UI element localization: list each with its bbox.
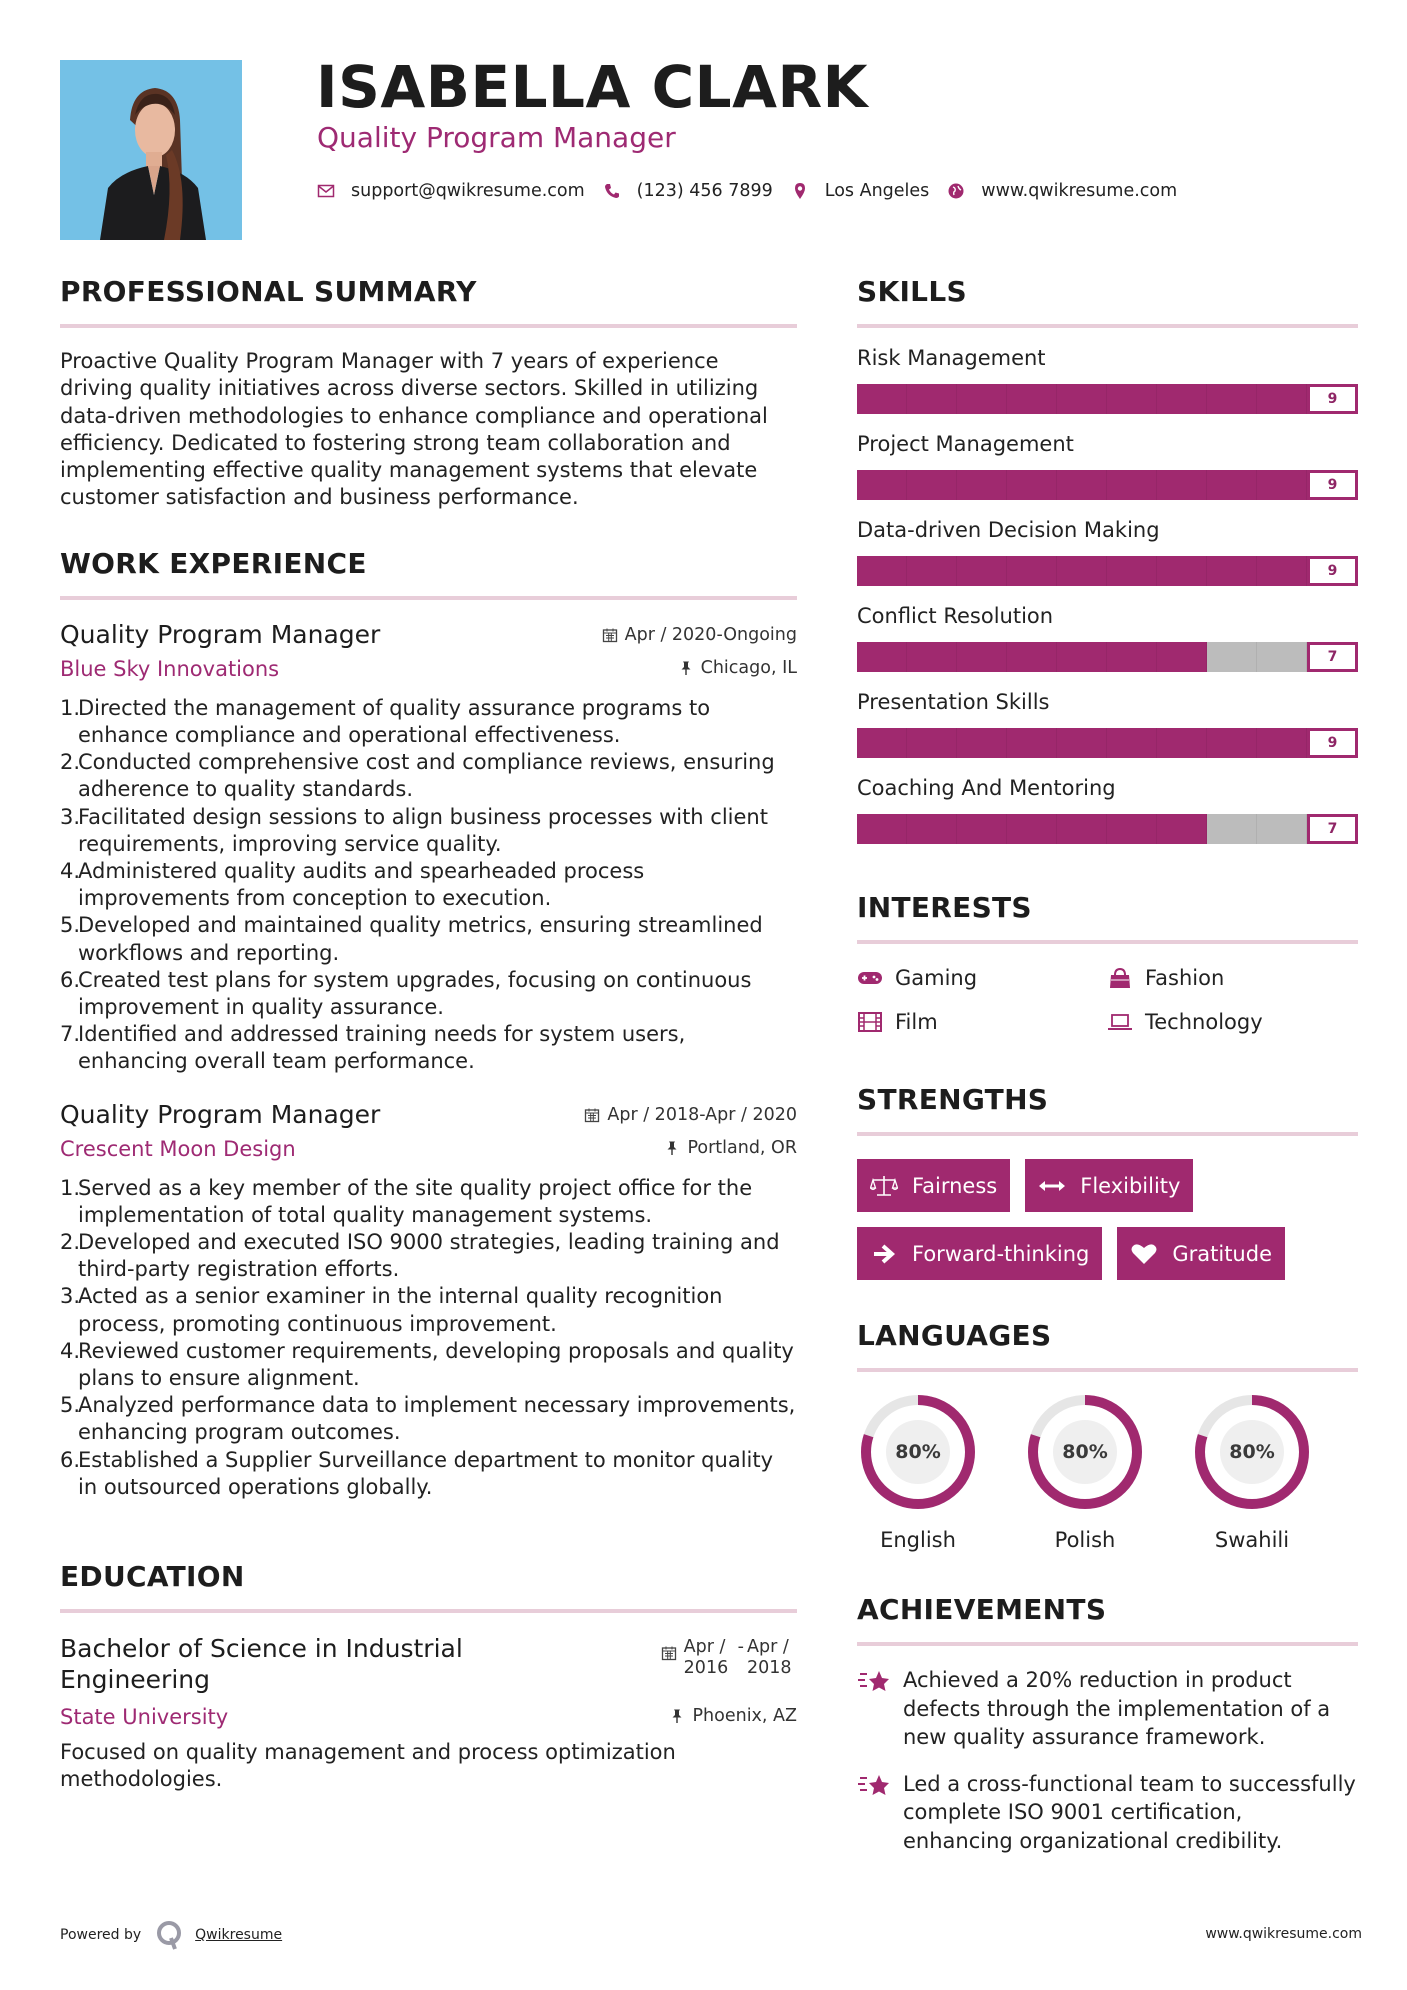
- skill-bar-segment: [1257, 556, 1307, 586]
- skill-item: [857, 348, 1358, 414]
- skill-bar-segment: [857, 556, 907, 586]
- skills-section: [857, 275, 1358, 844]
- duty-item: Developed and executed ISO 9000 strategies, leading training and third-party registration efforts.: [78, 1230, 780, 1282]
- section-heading: SKILLS: [857, 275, 967, 308]
- language-ring: [1024, 1390, 1146, 1514]
- job-duties: [60, 695, 797, 1076]
- contact-phone[interactable]: [603, 181, 773, 201]
- section-heading: WORK EXPERIENCE: [60, 546, 367, 580]
- skill-bar-segment: [957, 728, 1007, 758]
- strength-tag: [857, 1159, 1010, 1212]
- section-heading: ACHIEVEMENTS: [857, 1593, 1107, 1626]
- skill-bar: [857, 384, 1358, 414]
- job-duties: [60, 1175, 797, 1501]
- skill-name: Project Management: [857, 432, 1074, 456]
- job-title: Quality Program Manager: [60, 619, 381, 649]
- skill-level-badge: 9: [1307, 556, 1358, 586]
- skill-level-badge: 9: [1307, 470, 1358, 500]
- section-divider: [857, 1368, 1358, 1372]
- skill-bar-segment: [957, 642, 1007, 672]
- skill-bar-segment: [1007, 642, 1057, 672]
- skill-bar-segment: [957, 814, 1007, 844]
- map-pin-icon: [791, 182, 809, 200]
- skill-item: [857, 434, 1358, 500]
- job-location-text: Portland, OR: [687, 1137, 797, 1158]
- skill-bar-segment: [1257, 642, 1307, 672]
- job-dates: [584, 1105, 797, 1125]
- skill-bar-segment: [1057, 470, 1107, 500]
- skill-bar-segment: [1057, 384, 1107, 414]
- skill-bar-segment: [907, 556, 957, 586]
- duty-item: Served as a key member of the site quality project office for the implementation of total quality management systems.: [78, 1175, 753, 1227]
- interest-item: [1107, 1010, 1357, 1034]
- skill-bar-segment: [1007, 470, 1057, 500]
- skill-bar-segment: [1157, 642, 1207, 672]
- skill-bar: [857, 728, 1358, 758]
- summary-section: [60, 275, 797, 512]
- skill-bar-segment: [1157, 384, 1207, 414]
- footer-website[interactable]: www.qwikresume.com: [1205, 1926, 1362, 1942]
- duty-item: Established a Supplier Surveillance department to monitor quality in outsourced operations globally.: [78, 1447, 774, 1499]
- skill-bar-segment: [1107, 642, 1157, 672]
- shopping-bag-icon: [1107, 967, 1133, 989]
- job-dates: [602, 625, 797, 645]
- skill-bar-segment: [1257, 814, 1307, 844]
- skill-bar-segment: [1007, 728, 1057, 758]
- pushpin-icon: [678, 660, 694, 676]
- pushpin-icon: [669, 1708, 685, 1724]
- skill-bar: [857, 556, 1358, 586]
- duty-item: Conducted comprehensive cost and compliance reviews, ensuring adherence to quality standards.: [78, 750, 775, 802]
- achievements-section: [857, 1593, 1358, 1855]
- duty-item: Acted as a senior examiner in the internal quality recognition process, promoting continuous improvement.: [78, 1284, 723, 1336]
- phone-text: (123) 456 7899: [636, 181, 773, 201]
- strength-tag: [1117, 1227, 1285, 1280]
- language-name: English: [880, 1528, 956, 1552]
- powered-by-text: Powered by: [60, 1927, 142, 1943]
- skill-bar-segment: [957, 556, 1007, 586]
- email-text: support@qwikresume.com: [351, 181, 585, 201]
- strength-tag: [857, 1227, 1102, 1280]
- skill-bar-segment: [1207, 814, 1257, 844]
- skill-bar-segment: [907, 642, 957, 672]
- website-text: www.qwikresume.com: [981, 181, 1178, 201]
- skill-bar-track: [857, 728, 1307, 758]
- skill-bar: [857, 814, 1358, 844]
- job-entry: [60, 620, 797, 1076]
- interests-section: [857, 891, 1358, 1034]
- skill-bar-track: [857, 556, 1307, 586]
- skill-bar-segment: [907, 470, 957, 500]
- languages-section: [857, 1319, 1358, 1552]
- skill-bar-segment: [1207, 642, 1257, 672]
- strength-label: Fairness: [912, 1173, 998, 1198]
- right-column: [857, 275, 1358, 1855]
- skill-bar-segment: [1157, 728, 1207, 758]
- experience-section: [60, 546, 797, 1501]
- section-divider: [857, 324, 1358, 328]
- contact-email[interactable]: [317, 181, 585, 201]
- achievement-item: [857, 1770, 1358, 1856]
- job-title: Quality Program Manager: [60, 1099, 381, 1129]
- shooting-star-icon: [857, 1772, 891, 1800]
- education-location-text: Phoenix, AZ: [692, 1706, 797, 1727]
- skill-bar-segment: [857, 814, 907, 844]
- shooting-star-icon: [857, 1668, 891, 1696]
- skill-bar-segment: [907, 728, 957, 758]
- skill-bar-segment: [1007, 556, 1057, 586]
- interest-label: Fashion: [1145, 966, 1225, 990]
- interest-item: [857, 1010, 1107, 1034]
- location-text: Los Angeles: [824, 181, 930, 201]
- skill-item: [857, 692, 1358, 758]
- skill-bar-segment: [1207, 470, 1257, 500]
- skill-bar-segment: [1107, 814, 1157, 844]
- strength-label: Forward-thinking: [912, 1241, 1090, 1266]
- contact-bar: [317, 181, 1195, 201]
- skill-level-badge: 9: [1307, 728, 1358, 758]
- skill-bar-segment: [1107, 728, 1157, 758]
- skill-bar-segment: [1157, 470, 1207, 500]
- language-item: [857, 1390, 979, 1552]
- skill-bar-segment: [1007, 384, 1057, 414]
- section-heading: STRENGTHS: [857, 1083, 1049, 1116]
- section-divider: [60, 1609, 797, 1613]
- achievement-text: Achieved a 20% reduction in product defects through the implementation of a new quality assurance framework.: [903, 1668, 1331, 1749]
- achievement-item: [857, 1666, 1358, 1752]
- qwikresume-link[interactable]: Qwikresume: [195, 1927, 283, 1943]
- interests-list: [857, 966, 1358, 1034]
- education-end: Apr / 2018: [747, 1637, 792, 1679]
- contact-website[interactable]: [947, 181, 1177, 201]
- interest-label: Technology: [1145, 1010, 1263, 1034]
- person-photo-icon: [60, 60, 242, 240]
- duty-item: Created test plans for system upgrades, focusing on continuous improvement in quality assurance.: [78, 967, 752, 1020]
- section-heading: LANGUAGES: [857, 1319, 1052, 1352]
- skill-bar-segment: [1057, 642, 1107, 672]
- interest-item: [1107, 966, 1357, 990]
- duty-item: Identified and addressed training needs for system users, enhancing overall team performance.: [78, 1022, 686, 1074]
- company-name: Crescent Moon Design: [60, 1136, 296, 1161]
- skill-level-badge: 7: [1307, 814, 1358, 844]
- skill-bar-segment: [1107, 384, 1157, 414]
- job-dates-text: Apr / 2020-Ongoing: [624, 624, 797, 645]
- education-location: [669, 1706, 797, 1726]
- skill-bar-segment: [1107, 470, 1157, 500]
- skill-item: [857, 606, 1358, 672]
- strength-label: Gratitude: [1172, 1241, 1272, 1266]
- skill-bar-segment: [957, 470, 1007, 500]
- skill-bar-track: [857, 384, 1307, 414]
- education-section: [60, 1560, 797, 1794]
- section-heading: PROFESSIONAL SUMMARY: [60, 275, 477, 308]
- company-name: Blue Sky Innovations: [60, 656, 280, 681]
- skills-list: [857, 348, 1358, 844]
- film-icon: [857, 1011, 883, 1033]
- skill-bar-segment: [1107, 556, 1157, 586]
- calendar-icon: [584, 1107, 600, 1123]
- language-ring: [857, 1390, 979, 1514]
- skill-bar-segment: [857, 470, 907, 500]
- language-percent: 80%: [895, 1441, 941, 1463]
- skill-bar-segment: [1157, 814, 1207, 844]
- education-dates: [661, 1637, 797, 1679]
- skill-bar-segment: [1257, 384, 1307, 414]
- calendar-icon: [602, 627, 618, 643]
- job-location-text: Chicago, IL: [700, 657, 797, 678]
- skill-bar-segment: [1207, 728, 1257, 758]
- language-item: [1024, 1390, 1146, 1552]
- balance-scale-icon: [870, 1174, 898, 1198]
- duty-item: Facilitated design sessions to align business processes with client requirements, improving service quality.: [78, 804, 768, 856]
- language-item: [1191, 1390, 1313, 1552]
- skill-bar-segment: [857, 728, 907, 758]
- skill-bar-segment: [1207, 556, 1257, 586]
- left-column: [60, 275, 797, 1794]
- language-ring: [1191, 1390, 1313, 1514]
- phone-icon: [603, 182, 621, 200]
- footer-powered-by: [60, 1920, 282, 1950]
- skill-bar-segment: [907, 384, 957, 414]
- skill-name: Risk Management: [857, 346, 1046, 370]
- language-percent: 80%: [1062, 1441, 1108, 1463]
- skill-name: Presentation Skills: [857, 690, 1050, 714]
- skill-bar-segment: [1057, 728, 1107, 758]
- job-entry: [60, 1100, 797, 1501]
- section-heading: EDUCATION: [60, 1560, 245, 1594]
- summary-text: Proactive Quality Program Manager with 7 years of experience driving quality initiatives across diverse sectors. Skilled in utilizing data-driven methodologies to enhance compliance and operational efficiency. Dedicated to fostering strong team collaboration and implementing effective quality management systems that elevate customer satisfaction and business performance.: [60, 349, 768, 510]
- duty-item: Reviewed customer requirements, developing proposals and quality plans to ensure alignment.: [78, 1338, 794, 1391]
- skill-bar-track: [857, 642, 1307, 672]
- section-divider: [60, 596, 797, 600]
- skill-bar-track: [857, 470, 1307, 500]
- date-separator: -: [737, 1637, 744, 1658]
- arrows-horizontal-icon: [1038, 1174, 1066, 1198]
- skill-bar-segment: [1057, 814, 1107, 844]
- pushpin-icon: [664, 1140, 680, 1156]
- skill-bar-segment: [957, 384, 1007, 414]
- job-location: [678, 658, 797, 678]
- school-name: State University: [60, 1705, 229, 1730]
- skill-item: [857, 520, 1358, 586]
- skill-bar: [857, 642, 1358, 672]
- interest-label: Film: [895, 1010, 938, 1034]
- candidate-name: ISABELLA CLARK: [316, 53, 869, 121]
- globe-icon: [947, 182, 965, 200]
- skill-bar: [857, 470, 1358, 500]
- qwikresume-logo-icon: [155, 1920, 185, 1950]
- skill-bar-segment: [1207, 384, 1257, 414]
- skill-name: Coaching And Mentoring: [857, 776, 1116, 800]
- language-name: Swahili: [1214, 1528, 1290, 1552]
- job-dates-text: Apr / 2018-Apr / 2020: [607, 1104, 797, 1125]
- laptop-icon: [1107, 1011, 1133, 1033]
- achievement-text: Led a cross-functional team to successfully complete ISO 9001 certification, enhancing organizational credibility.: [903, 1771, 1356, 1853]
- degree-title: Bachelor of Science in Industrial Engineering: [60, 1634, 463, 1695]
- duty-item: Analyzed performance data to implement necessary improvements, enhancing program outcomes.: [78, 1393, 796, 1445]
- gamepad-icon: [857, 967, 883, 989]
- job-location: [664, 1138, 797, 1158]
- language-percent: 80%: [1229, 1441, 1275, 1463]
- skill-item: [857, 778, 1358, 844]
- skill-bar-segment: [1157, 556, 1207, 586]
- skill-level-badge: 7: [1307, 642, 1358, 672]
- arrow-right-icon: [870, 1242, 898, 1266]
- strength-tag: [1025, 1159, 1193, 1212]
- section-divider: [60, 324, 797, 328]
- skill-bar-segment: [857, 642, 907, 672]
- strengths-list: [857, 1159, 1358, 1280]
- education-description: Focused on quality management and process optimization methodologies.: [60, 1740, 676, 1792]
- section-divider: [857, 1132, 1358, 1136]
- duty-item: Directed the management of quality assurance programs to enhance compliance and operational effectiveness.: [78, 695, 711, 747]
- section-divider: [857, 1642, 1358, 1646]
- profile-photo: [60, 60, 242, 240]
- section-divider: [857, 940, 1358, 944]
- skill-bar-segment: [907, 814, 957, 844]
- heart-icon: [1130, 1242, 1158, 1266]
- skill-level-badge: 9: [1307, 384, 1358, 414]
- skill-bar-segment: [1257, 470, 1307, 500]
- languages-list: [857, 1390, 1358, 1552]
- skill-bar-segment: [1057, 556, 1107, 586]
- envelope-icon: [317, 182, 335, 200]
- skill-bar-track: [857, 814, 1307, 844]
- interest-item: [857, 966, 1107, 990]
- skill-bar-segment: [1007, 814, 1057, 844]
- contact-location: [791, 181, 930, 201]
- strengths-section: [857, 1083, 1358, 1280]
- interest-label: Gaming: [895, 966, 978, 990]
- skill-bar-segment: [1257, 728, 1307, 758]
- strength-label: Flexibility: [1080, 1173, 1181, 1198]
- candidate-title: Quality Program Manager: [317, 121, 676, 154]
- section-heading: INTERESTS: [857, 891, 1032, 924]
- duty-item: Developed and maintained quality metrics, ensuring streamlined workflows and reporting.: [78, 913, 763, 965]
- language-name: Polish: [1054, 1528, 1116, 1552]
- skill-name: Data-driven Decision Making: [857, 518, 1160, 542]
- skill-bar-segment: [857, 384, 907, 414]
- skill-name: Conflict Resolution: [857, 604, 1054, 628]
- duty-item: Administered quality audits and spearheaded process improvements from conception to execution.: [78, 859, 645, 911]
- education-start: Apr / 2016: [683, 1637, 729, 1679]
- calendar-icon: [661, 1645, 677, 1661]
